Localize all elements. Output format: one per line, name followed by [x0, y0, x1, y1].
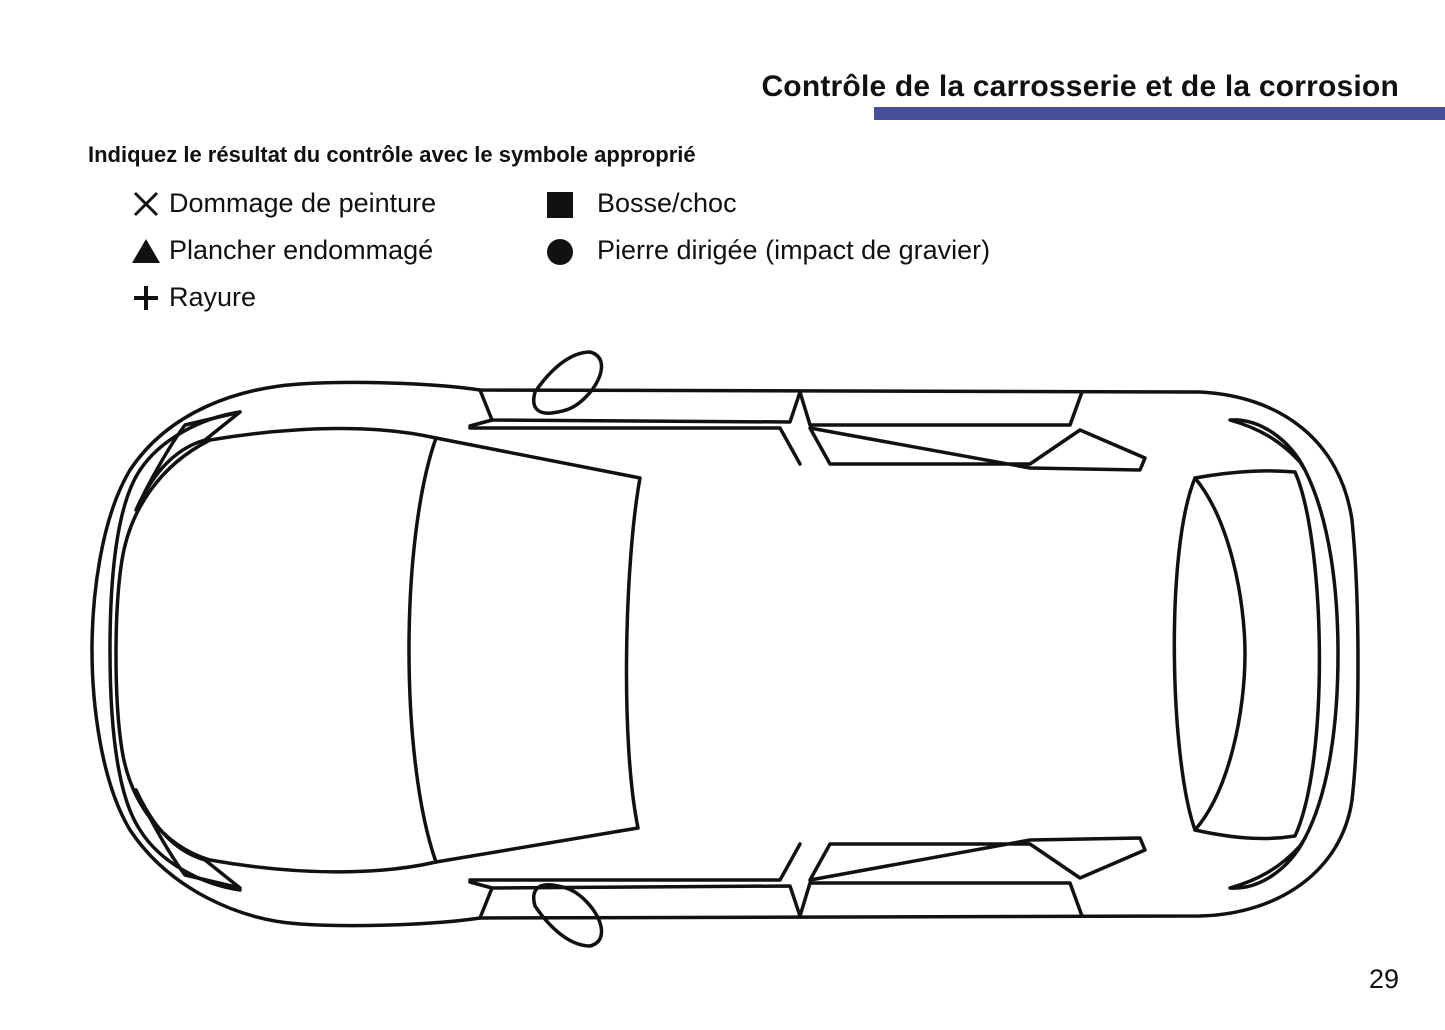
page-title: Contrôle de la carrosserie et de la corrosion [761, 70, 1399, 103]
page-number: 29 [1368, 964, 1399, 994]
legend-label: Rayure [169, 282, 257, 312]
legend-label: Pierre dirigée (impact de gravier) [597, 235, 991, 265]
legend-label: Dommage de peinture [169, 188, 437, 218]
legend-label: Plancher endommagé [169, 235, 434, 265]
instruction-text: Indiquez le résultat du contrôle avec le symbole approprié [88, 142, 696, 167]
legend-label: Bosse/choc [597, 188, 737, 218]
